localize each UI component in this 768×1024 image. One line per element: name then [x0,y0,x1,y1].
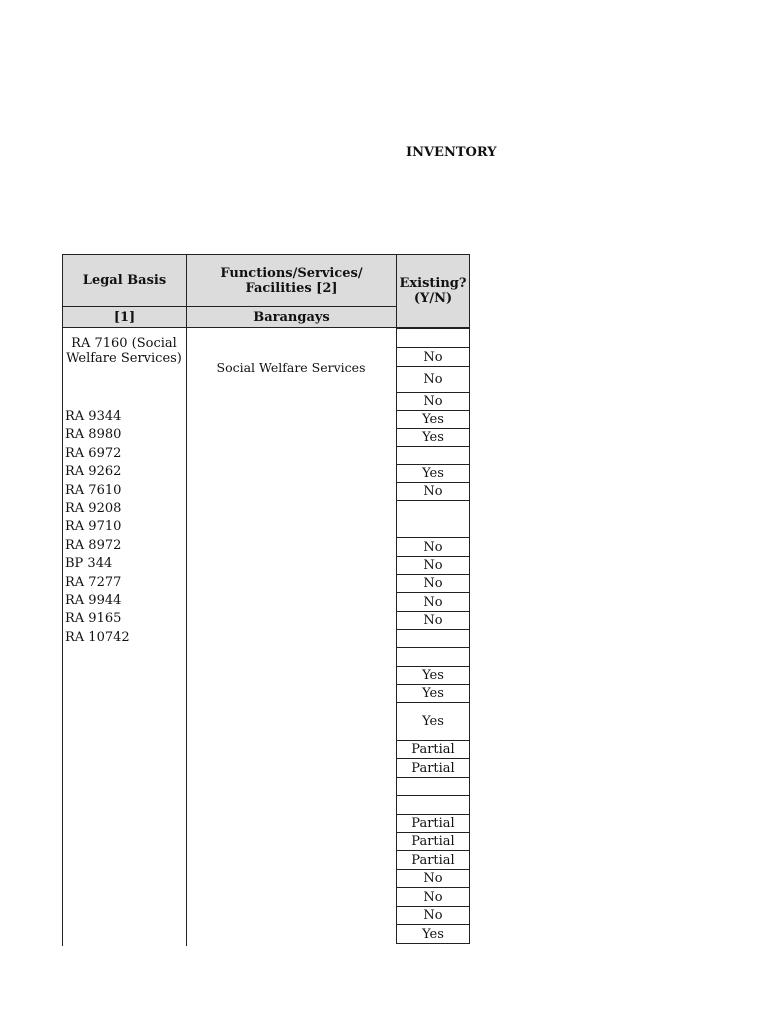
existing-cell: Partial [396,814,470,833]
legal-basis-item: RA 9262 [65,464,122,480]
existing-cell: Yes [396,666,470,685]
existing-cell: Partial [396,832,470,851]
existing-cell: No [396,906,470,925]
legal-basis-list [65,408,130,647]
existing-cell: Partial [396,740,470,759]
existing-cell: No [396,537,470,557]
legal-basis-item: RA 9944 [65,592,122,608]
legal-basis-item: RA 9208 [65,500,122,516]
existing-cell: No [396,574,470,593]
page-title: INVENTORY [406,145,497,160]
existing-cell: No [396,347,470,367]
legal-basis-item: RA 8972 [65,537,122,553]
header-barangays: Barangays [186,306,397,328]
header-existing: Existing? (Y/N) [396,254,470,328]
existing-cell: No [396,556,470,575]
inventory-table [62,254,470,946]
legal-basis-item: RA 9710 [65,519,122,535]
existing-cell: Yes [396,924,470,944]
legal-basis-item: RA 7610 [65,482,122,498]
existing-cell: No [396,869,470,888]
header-functions: Functions/Services/ Facilities [2] [186,254,397,307]
existing-cell: Partial [396,758,470,778]
existing-cell [396,795,470,815]
existing-cell [396,446,470,465]
legal-basis-item: RA 8980 [65,427,122,443]
function-label: Social Welfare Services [216,360,366,375]
existing-cell: No [396,592,470,612]
existing-cell: Yes [396,464,470,483]
legal-basis-item: RA 6972 [65,445,122,461]
legal-basis-item: RA 7277 [65,574,122,590]
legal-basis-first: RA 7160 (Social Welfare Services) [66,336,182,366]
legal-basis-item: BP 344 [65,556,113,572]
existing-cell: No [396,482,470,501]
existing-cell: No [396,366,470,393]
existing-cell: Yes [396,428,470,447]
existing-cell [396,647,470,667]
legal-basis-item: RA 10742 [65,629,130,645]
existing-cell [396,328,470,348]
existing-cell: Yes [396,684,470,703]
existing-cell: Yes [396,702,470,741]
table-left-border [62,328,63,946]
existing-cell: Yes [396,410,470,429]
existing-cell [396,777,470,796]
existing-cell: No [396,611,470,630]
legal-basis-item: RA 9165 [65,611,122,627]
header-legal-basis: Legal Basis [62,254,187,307]
existing-cell [396,629,470,648]
header-legal-num: [1] [62,306,187,328]
existing-cell: Partial [396,850,470,870]
existing-cell: No [396,887,470,907]
existing-cell: No [396,392,470,411]
existing-cell [396,500,470,538]
legal-basis-item: RA 9344 [65,409,122,424]
column-divider [186,328,187,946]
